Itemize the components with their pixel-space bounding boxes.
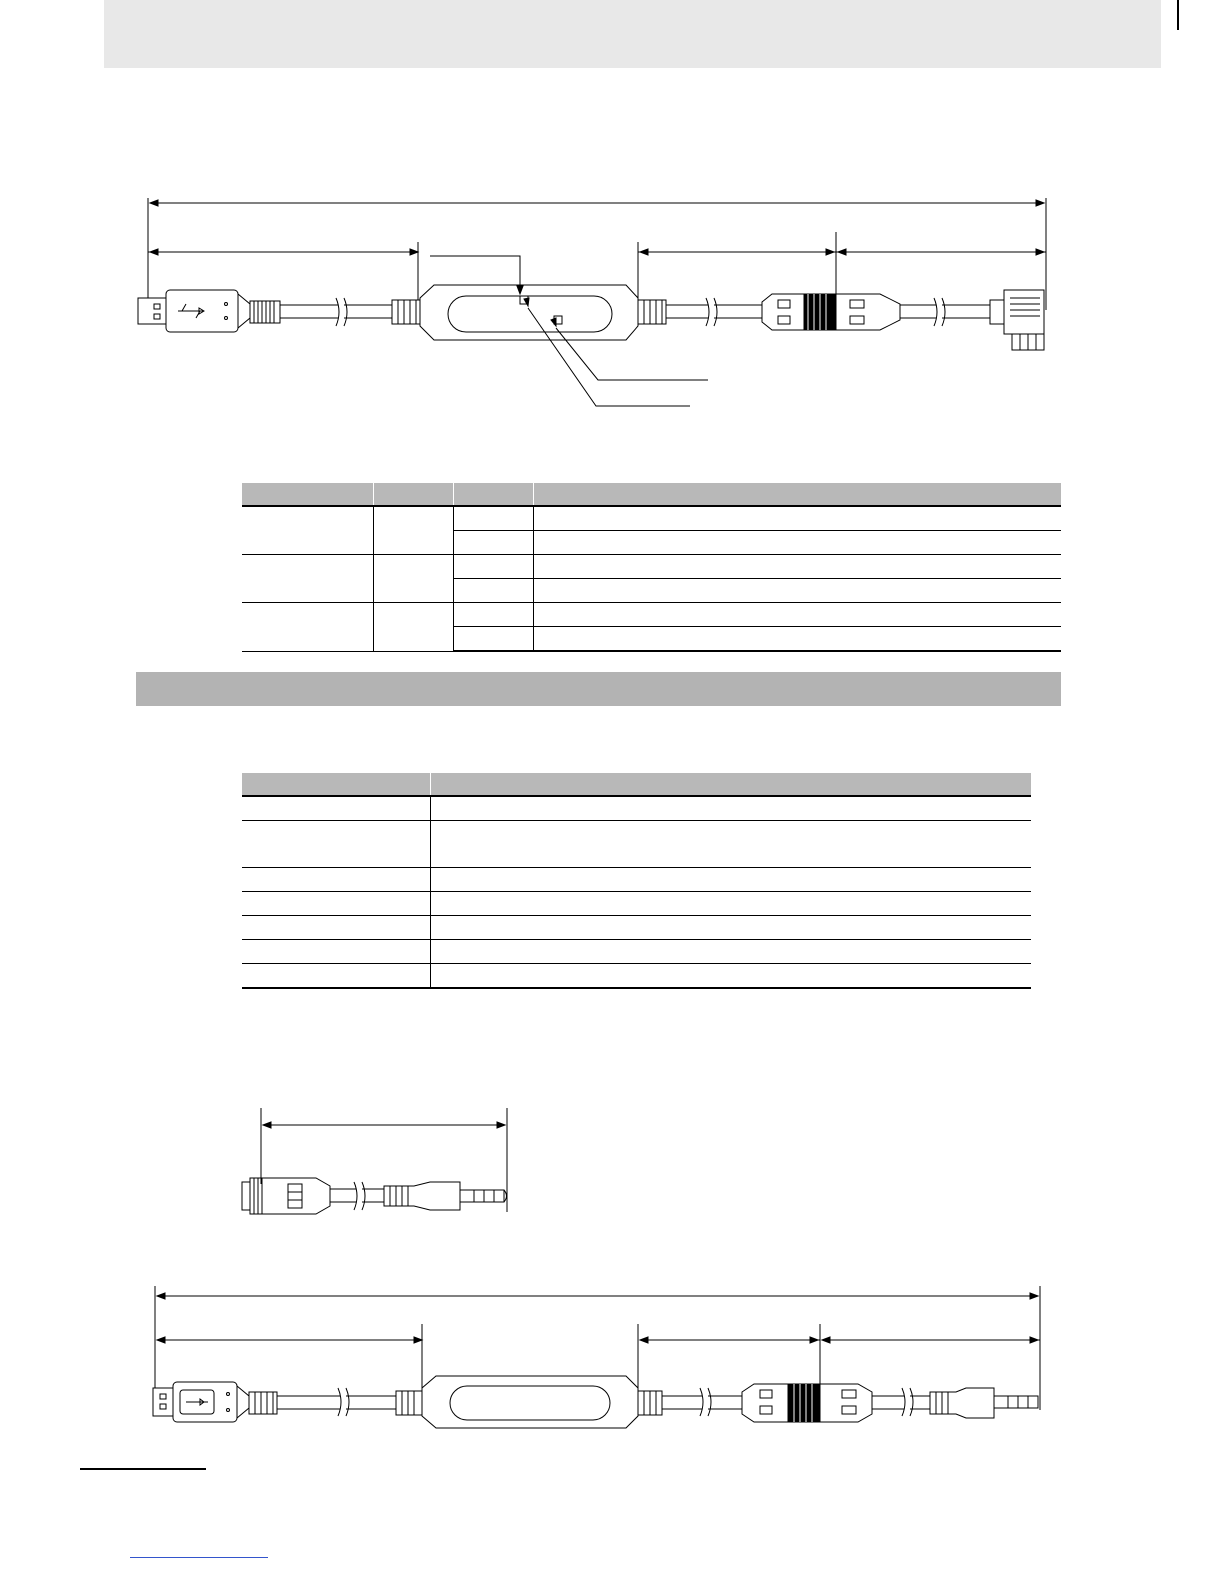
footer-rule	[80, 1468, 206, 1470]
table-cell	[431, 868, 1032, 892]
relay-connector	[742, 1384, 872, 1422]
table-cell	[242, 603, 374, 652]
strain-relief	[250, 301, 280, 323]
specifications-table	[242, 773, 1031, 989]
table-cell	[431, 892, 1032, 916]
table-cell	[534, 555, 1062, 579]
table-cell	[242, 940, 431, 964]
cable-drawing-bottom	[0, 1280, 1224, 1440]
page-header-marker	[1177, 0, 1179, 30]
column-header	[454, 483, 534, 506]
table-row	[242, 603, 1061, 627]
table-row	[242, 916, 1031, 940]
table-cell	[454, 603, 534, 627]
table-row	[242, 940, 1031, 964]
relay-connector	[762, 294, 900, 330]
table-cell	[374, 555, 454, 603]
table-cell	[242, 821, 431, 868]
table-row	[242, 868, 1031, 892]
table-header-row	[242, 773, 1031, 796]
indicator-table	[242, 483, 1061, 652]
adapter-cable-drawing	[0, 1100, 1224, 1220]
table-cell	[431, 964, 1032, 989]
column-header	[534, 483, 1062, 506]
table-cell	[242, 796, 431, 821]
stereo-mini-plug	[930, 1388, 1038, 1418]
table-cell	[242, 964, 431, 989]
table-row	[242, 506, 1061, 531]
table-cell	[454, 555, 534, 579]
usb-a-plug	[153, 1382, 249, 1422]
column-header	[431, 773, 1032, 796]
table-cell	[454, 506, 534, 531]
table-cell	[431, 916, 1032, 940]
converter-unit	[422, 1376, 638, 1428]
table-cell	[374, 506, 454, 555]
table-cell	[534, 506, 1062, 531]
table-cell	[242, 892, 431, 916]
table-cell	[431, 940, 1032, 964]
table-cell	[431, 796, 1032, 821]
table-cell	[431, 821, 1032, 868]
page-header-band	[104, 0, 1161, 68]
table-cell	[454, 579, 534, 603]
table-cell	[242, 506, 374, 555]
section-heading-bar	[136, 672, 1061, 706]
table-row	[242, 555, 1061, 579]
table-cell	[454, 531, 534, 555]
table-header-row	[242, 483, 1061, 506]
cable-drawing-top	[0, 190, 1224, 420]
table-cell	[374, 603, 454, 652]
table-row	[242, 796, 1031, 821]
table-row	[242, 964, 1031, 989]
table-cell	[534, 603, 1062, 627]
table-cell	[242, 916, 431, 940]
table-row	[242, 821, 1031, 868]
table-cell	[242, 555, 374, 603]
table-cell	[454, 627, 534, 652]
table-cell	[534, 579, 1062, 603]
column-header	[374, 483, 454, 506]
converter-unit	[420, 285, 638, 340]
round-connector	[242, 1178, 330, 1214]
table-cell	[534, 627, 1062, 652]
column-header	[242, 483, 374, 506]
table-cell	[534, 531, 1062, 555]
usb-a-plug	[138, 290, 250, 332]
footer-link-underline[interactable]	[130, 1557, 268, 1558]
modular-plug	[990, 290, 1044, 350]
column-header	[242, 773, 431, 796]
table-cell	[242, 868, 431, 892]
table-row	[242, 892, 1031, 916]
stereo-mini-plug	[384, 1182, 507, 1210]
